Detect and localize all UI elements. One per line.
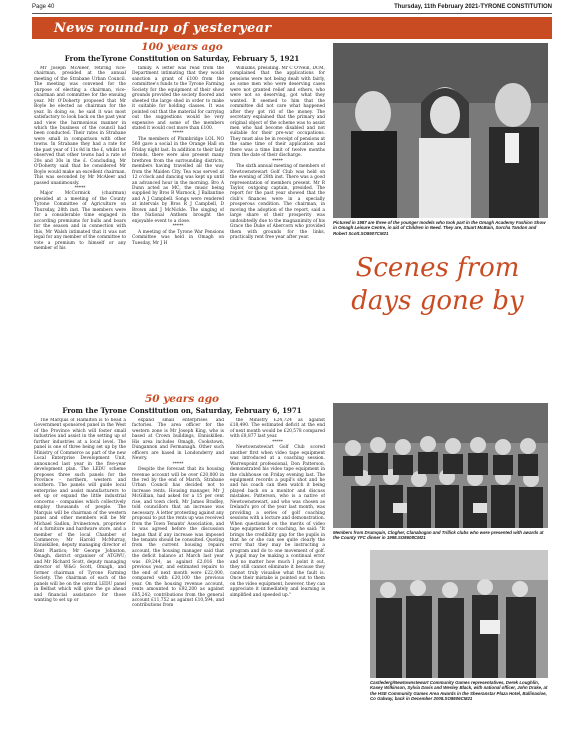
era-heading-100: 100 years ago: [141, 41, 223, 53]
page-header: [32, 2, 552, 12]
photo-fashion-show: [333, 43, 548, 218]
article-paragraph: family. A letter was read from the Department intimating that they would sanction a grant of £100 from the committee's funds to the Tyrone Farming Society for the equipment of their show grounds provided the society floored and sheeted the large shed in order to make it suitable for holding classes. It was pointed out that the material for carrying out the suggestions would be very expensive and some of the members stated it would cost more than £100.: [132, 66, 224, 131]
section-banner: [32, 17, 552, 39]
article-column-100-1: [34, 66, 126, 388]
section-separator: *****: [172, 461, 184, 467]
article-paragraph: A meeting of the Tyrone War Pensions Committee was held in Omagh on Tuesday, Mr J H: [132, 229, 224, 246]
caption-photo-3: Castlederg/Newtownstewart Community Games representatives, Derek Loughlin, Kasey Wilkinson, Sylvia Davis and Wesley Black, with national officer, John Drake, at the HSE Community Games Area Awards in the Sheeranstar Plaza Hotel, Ballinasloe, Co Galway, back in December 2008.SO8606CM21: [370, 680, 548, 701]
article-paragraph: The members of Plumbridge LOL NO 560 gave a social in the Orange Hall on Friday night last. In addition to their lady friends, there were also present many brethren from the surrounding districts, members having travelled all the way from the Maiden City. Tea was served at 12 o'clock and dancing was kept up until an advanced hour in the morning. Bro A Dunn acted as MC, the music being supplied by Bros B Warnock, J Ballantine and A J Campbell. Songs were rendered at intervals by Bros R J Campbell, D Brown and J McNickle. The singing of the National Anthem brought the enjoyable event to a close.: [132, 136, 224, 224]
photo-yfc-awards: [333, 403, 548, 528]
photo-community-games: [370, 550, 548, 678]
page-number: Page 40: [32, 4, 55, 10]
caption-photo-1: Pictured in 1987 are three of the younger models who took part in the Omagh Academy Fashion Show in Omagh Leisure Centre, in aid of Children in Need. They are, Stuart McBain, Sorcha Tandon and Robert Scott.SO8607CM21: [333, 220, 546, 236]
article-paragraph: Williams, presiding. Mr C O'Neill, DCM, complained that the applications for pensions were not being dealt with fairly, as some men who were deserving cases were not granted relief and others, who were not so deserving, got what they wanted. It seemed to him that the committee did not care what happened after they got rid of the money. The secretary explained that the primary and original object of the scheme was to assist men who had become disabled and not suitable for their pre-war occupations. They must also be in receipt of pensions at the same time of their application and there was a time limit of twelve months from the date of their discharge.: [230, 66, 325, 159]
article-column-50-1: [34, 418, 126, 732]
article-paragraph: Newtownstewart Golf Club scored another first when video tape equipment was introduced at a coaching session. Warrenpoint professional, Don Patterson, demonstrated his video tape equipment in the clubhouse on Friday evening last. The equipment records a pupil's shot and he and his coach can then watch it being played back on a monitor and discuss mistakes. Patterson, who is a native of Newtownstewart, and who was chosen as Ireland's pro of the year last month, was providing a series of golf coaching sessions with a lecture and demonstration. When questioned on the merits of video tape equipment for coaching, he said: "It brings the credibility gap for the pupils in that he or she can see quite clearly the error that they may be instructing a program and do to one movement of golf. A pupil may be making a continual error and no matter how much I point it out, they still cannot eliminate it because they cannot truly visualise what the fault is. Once their mistake is pointed out to them on the video equipment, however, they can appreciate it immediately and learning is simplified and speeded up.": [230, 445, 325, 598]
banner-title: News round-up of yesteryear: [54, 20, 272, 36]
article-column-50-2: [132, 418, 224, 732]
article-paragraph: Mr Joseph McAleer, retiring vice-chairman, presided at the annual meeting of the Strabane Urban Council. The meeting was convened for the purpose of electing a chairman, vice-chairman and committee for the ensuing year. Mr O'Doherty proposed that Mr Boyle be elected as chairman for the year. In doing so, he said it was most satisfactory to look back on the past year and view the harmonious manner in which the business of the council had been conducted. Their rates in Strabane were small in comparison with other towns. In Strabane they had a rate for the past year of 11s 8d in the £, whilst he observed that other towns had a rate of 20s and 30s in the £. Concluding, Mr O'Doherty said that he considered Mr Boyle would make an excellent chairman. This was seconded by Mr McAleer and passed unanimously.: [34, 66, 126, 186]
section-separator: *****: [172, 224, 184, 230]
article-column-100-2: [132, 66, 224, 388]
source-line-50: From the Tyrone Constitution on, Saturday, February 6, 1971: [62, 406, 302, 415]
section-separator: *****: [74, 185, 86, 191]
article-column-50-3: [230, 418, 325, 732]
article-paragraph: Despite the forecast that its housing revenue account will be over £20,000 in the red by the end of March, Strabane Urban Council has decided not to increase rents. Housing manager, Mr J McGillian, had asked for a 15 per cent rise, and town clerk, Mr James Bradley, told councillors that an increase was necessary. A letter protesting against any proposal to put the rents up was received from the Town Tenants' Association, and it was agreed before the discussion began that if any increase was imposed the tenants should be consulted. Quoting from the current housing repairs account, the housing manager said that the deficit balance at March last year was £9,244, as against £2,016 the previous year, and estimated repairs to the end of next month were £22,000, compared with £20,100 the previous year. On the housing revenue account, rents amounted to £92,200 as against £85,242; contributions from the general account £11,752 as against £10,594, and contributions from: [132, 467, 224, 609]
caption-photo-2: Members from Drumquin, Clogher, Clanabogan and Trillick clubs who were presented with awards at the County YFC dinner in 1998.SO8608CM21: [333, 530, 544, 541]
article-paragraph: expand small enterprises and factories. The area officer for the western zone is Mr Joseph King, who is based at Crown buildings, Enniskillen. His area includes Omagh, Cookstown, Dungannon and Fermanagh. Other such officers are based in Londonderry and Newry.: [132, 418, 224, 462]
article-paragraph: Major McCormick (chairman) presided at a meeting of the County Tyrone Committee of Agriculture on Thursday, 28th inst. The members were for a considerable time engaged in according premiums for bulls and boars for the season and in connection with this, Mr Walsh intimated that it was not legal for any member of the committee to vote a premium to himself or any member of his: [34, 191, 126, 251]
article-column-100-3: [230, 66, 325, 388]
article-paragraph: the Ministry £24,724 as against £18,490. The estimated deficit at the end of next month would be £20,578 compared with £8,877 last year.: [230, 418, 325, 440]
header-rule: [32, 13, 552, 14]
section-separator: *****: [172, 131, 184, 137]
masthead: Thursday, 11th February 2021-TYRONE CONSTITUTION: [394, 4, 552, 10]
section-separator: *****: [272, 158, 283, 164]
scenes-heading: Scenes from days gone by: [351, 253, 524, 316]
section-separator: *****: [272, 439, 283, 445]
source-line-100: From theTyrone Constitution on Saturday, February 5, 1921: [64, 54, 300, 63]
article-paragraph: The sixth annual meeting of members of Newtownstewart Golf Club was held on the evening of 28th inst. There was a good representation of members present. Mr R Taylor, outgoing captain, presided. The report for the past year showed that the club's finances were in a specially prosperous condition. The chairman, in moving the adoption of the report, said a large share of their prosperity was undoubtedly due to the magnanimity of his Grace the Duke of Abercorn who provided them with grounds for the links, practically rent free year after year.: [230, 164, 325, 241]
article-paragraph: The Marquis of Hamilton is to head a Government sponsored panel in the West of the Province which will foster small industries and assist in the setting up of further industries at a local level. The panel is one of three being set up by the Ministry of Commerce as part of the new Local Enterprise Development Unit, announced last year in the five-year development plan. The LEDU scheme proposes three such panels for the Province - northern, western and southern. The panels will guide local enterprise and assist manufacturers to set up or expand the little industrial concerns - companies which collectively employ thousands of people. The Marquis will be chairman of the western panel and other members will be Mr Michael Sadlon, Irvinestown, proprietor of a furniture and hardware store, and a member of the local Chamber of Commerce; Mr Harold McMurray, Enniskillen, deputy managing director of Kent Plastics; Mr George Johnston, Omagh, district organiser of ATGWU; and Mr Richard Scott, deputy managing director of W&G Scott, Omagh, and former chairman of Tyrone Farming Society. The chairman of each of the panels will be on the central LEDU panel in Belfast which will give the go ahead and financial assistance for those wanting to set up or: [34, 418, 126, 603]
era-heading-50: 50 years ago: [144, 393, 220, 405]
